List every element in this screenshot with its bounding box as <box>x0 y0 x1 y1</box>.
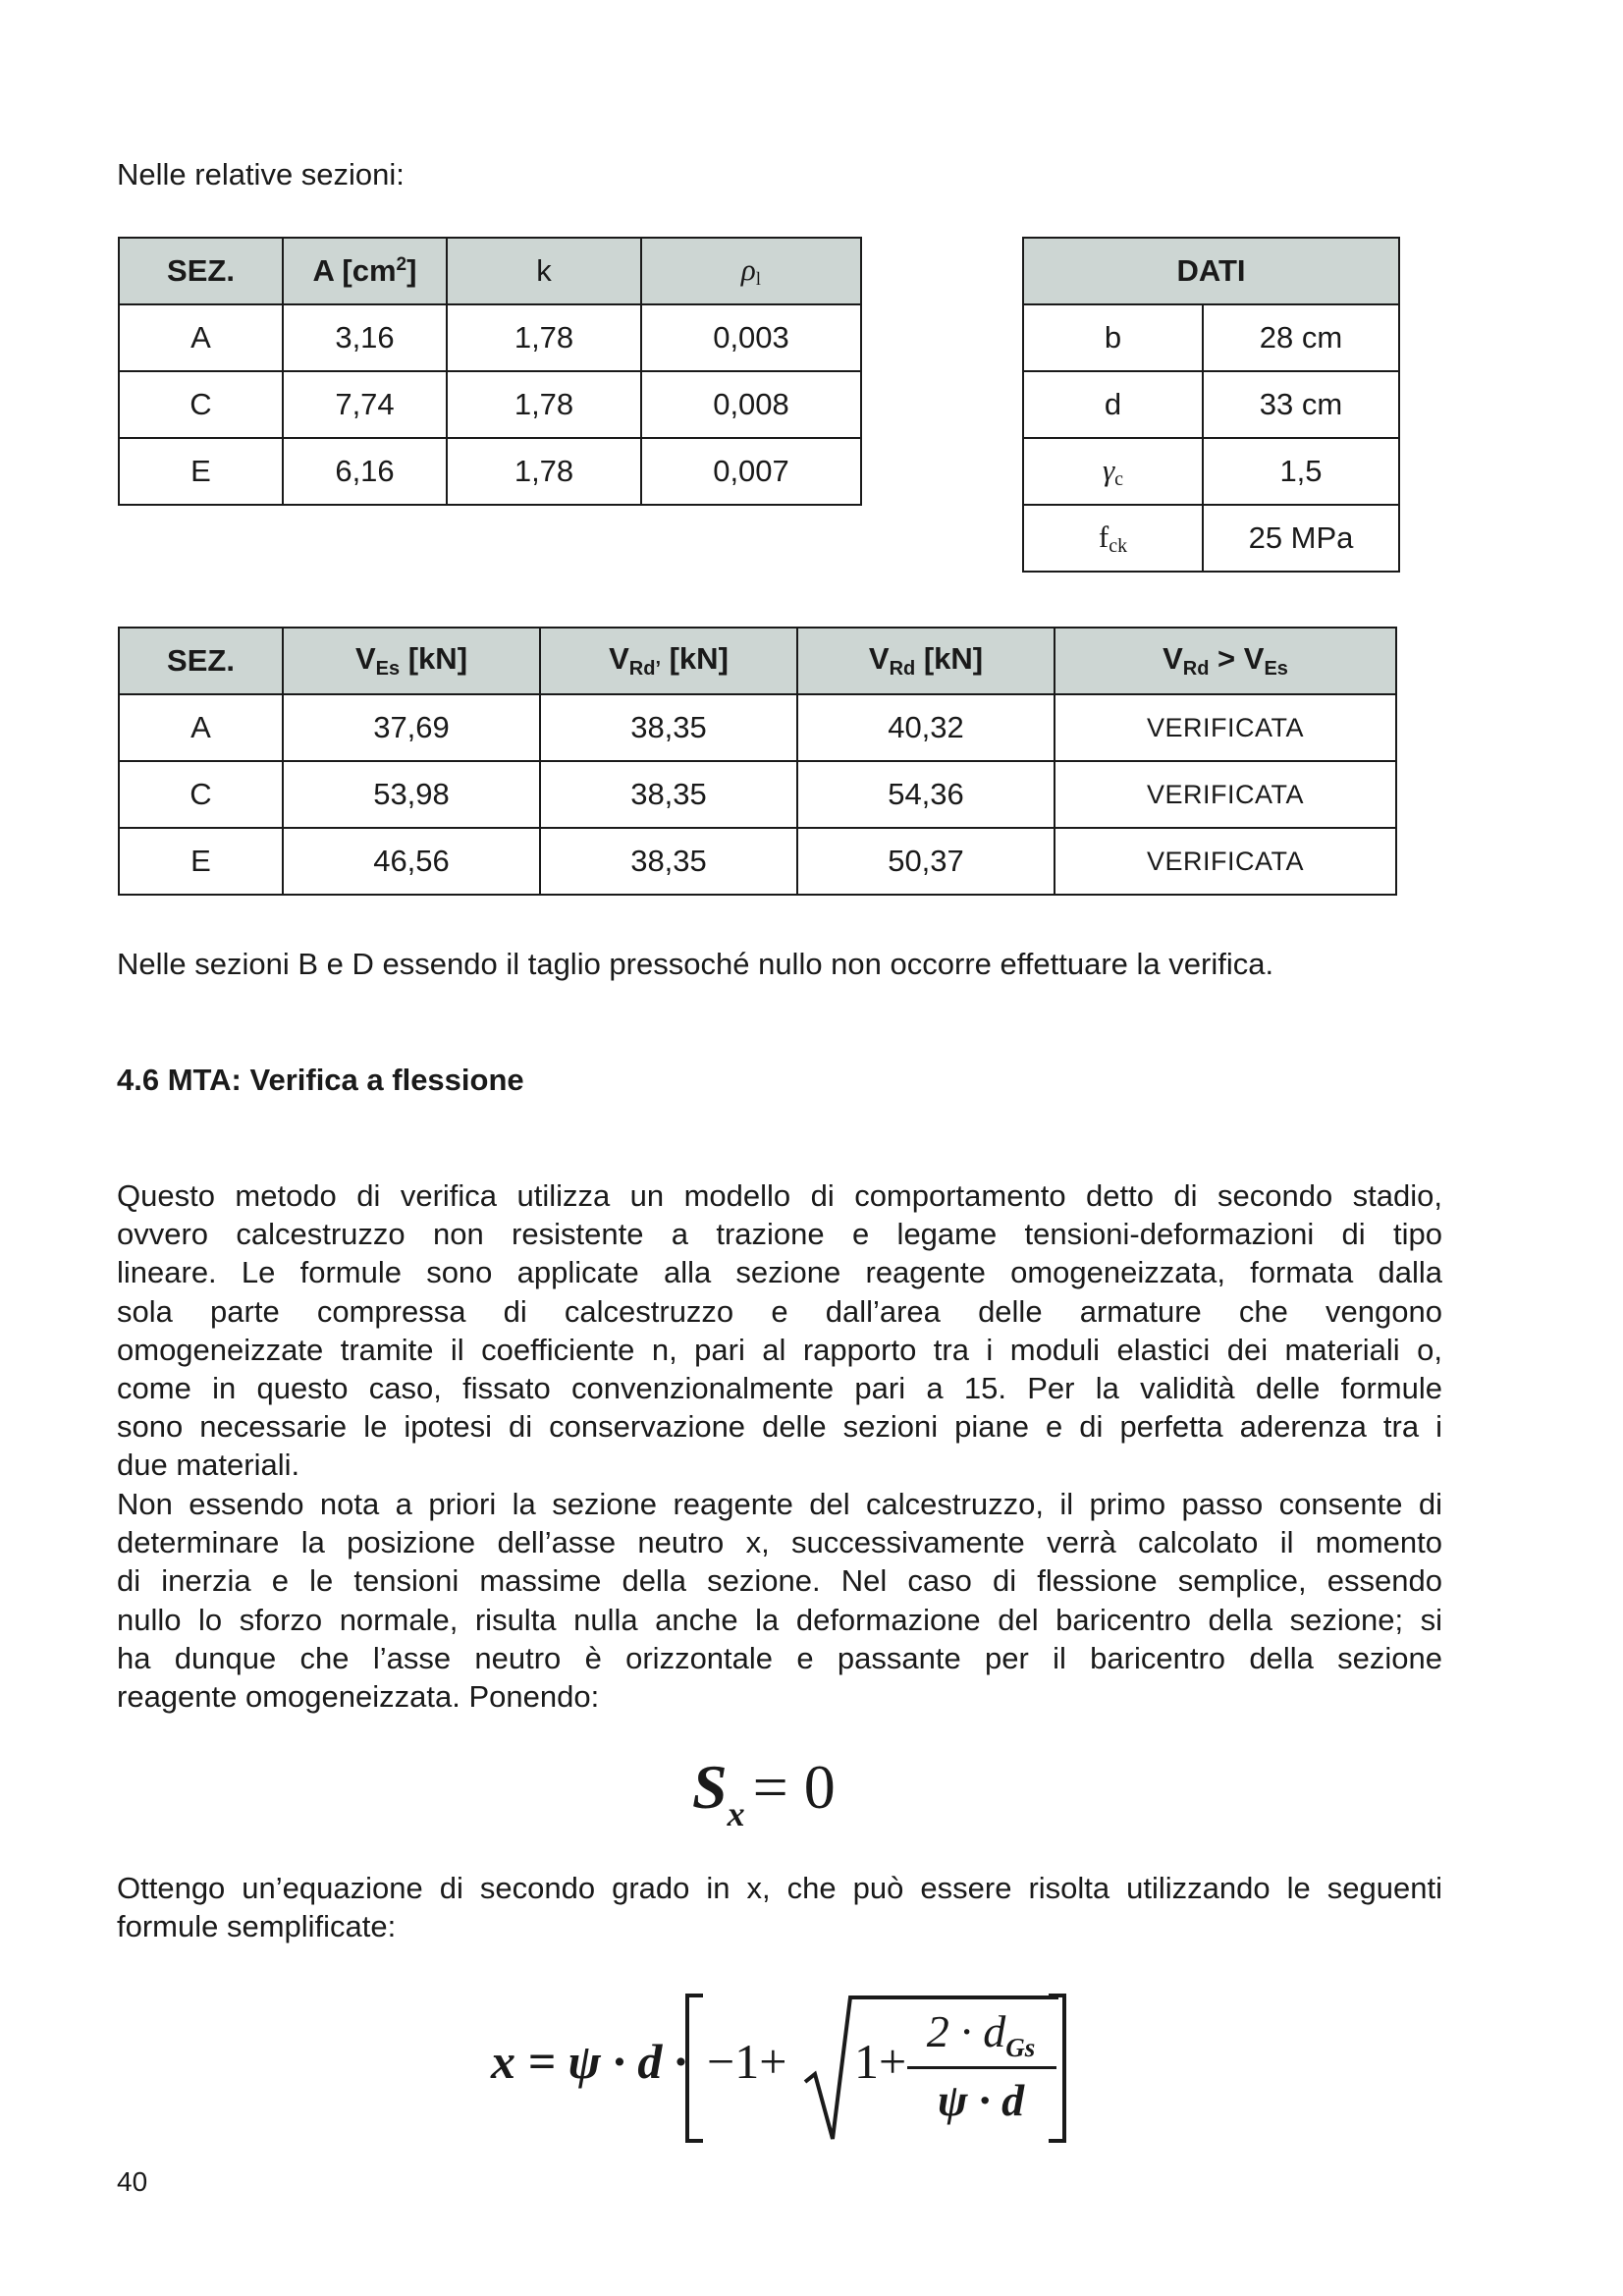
cell-sez: C <box>119 371 283 438</box>
page-number: 40 <box>117 2166 148 2197</box>
paragraph-line: ha dunque che l’asse neutro è orizzontale e passante per il baricentro della sezione <box>117 1640 1442 1675</box>
paragraph-line: come in questo caso, fissato convenzionalmente pari a 15. Per la validità delle formule <box>117 1371 1442 1406</box>
dati-label: b <box>1023 304 1203 371</box>
dati-value: 25 MPa <box>1203 505 1399 572</box>
cell-area: 7,74 <box>283 371 447 438</box>
col-header-area: A $[cm^2]$ <box>283 238 447 304</box>
dati-label: d <box>1023 371 1203 438</box>
paragraph-line: formule semplificate: <box>117 1909 397 1944</box>
dati-value: 28 cm <box>1203 304 1399 371</box>
paragraph-line: omogeneizzate tramite il coefficiente n, pari al rapporto tra i moduli elastici dei materiali o, <box>117 1332 1442 1367</box>
table-row <box>1023 371 1399 438</box>
table-row <box>1023 304 1399 371</box>
paragraph-method <box>117 1176 1442 1485</box>
left-bracket-icon <box>683 1994 705 2143</box>
cell-k: 1,78 <box>447 371 641 438</box>
col-header-sez: SEZ. <box>119 628 283 694</box>
table-header-row <box>119 628 1396 694</box>
paragraph-line: Non essendo nota a priori la sezione reagente del calcestruzzo, il primo passo consente di <box>117 1487 1442 1521</box>
cell-vrd: 40,32 <box>797 694 1055 761</box>
paragraph-line: Ottengo un’equazione di secondo grado in x, che può essere risolta utilizzando le seguenti <box>117 1871 1442 1905</box>
cell-vrd-prime: 38,35 <box>540 694 797 761</box>
cell-vrd: 50,37 <box>797 828 1055 895</box>
dati-value: 33 cm <box>1203 371 1399 438</box>
fraction-numerator: $2 \cdot d_{Gs}$ <box>926 2006 1036 2062</box>
cell-ves: 53,98 <box>283 761 540 828</box>
col-header-rho: ρl <box>641 238 861 304</box>
cell-k: 1,78 <box>447 304 641 371</box>
paragraph-neutral-axis <box>117 1485 1442 1716</box>
col-header-vrd-prime: VRd’ [kN] <box>540 628 797 694</box>
fraction-denominator: ψ · d <box>937 2075 1025 2125</box>
table-row <box>119 828 1396 895</box>
cell-k: 1,78 <box>447 438 641 505</box>
table-row <box>119 371 861 438</box>
dati-value: 1,5 <box>1203 438 1399 505</box>
col-header-comparison: VRd > VEs <box>1055 628 1396 694</box>
cell-sez: C <box>119 761 283 828</box>
paragraph-line: due materiali. <box>117 1448 300 1483</box>
cell-sez: A <box>119 694 283 761</box>
cell-area: 6,16 <box>283 438 447 505</box>
formula-root-one: 1+ <box>854 2034 907 2089</box>
cell-sez: A <box>119 304 283 371</box>
table-row <box>119 304 861 371</box>
table-row <box>119 438 861 505</box>
section-heading: 4.6 MTA: Verifica a flessione <box>117 1063 524 1097</box>
formula-inner: −1+ <box>707 2034 787 2089</box>
table-row <box>119 761 1396 828</box>
table-row <box>1023 438 1399 505</box>
verifica-table <box>118 627 1397 896</box>
cell-ves: 37,69 <box>283 694 540 761</box>
sections-table <box>118 237 862 506</box>
paragraph-line: reagente omogeneizzata. Ponendo: <box>117 1679 600 1715</box>
cell-area: 3,16 <box>283 304 447 371</box>
cell-ves: 46,56 <box>283 828 540 895</box>
paragraph-equation <box>117 1869 1442 1945</box>
paragraph-line: sola parte compressa di calcestruzzo e dall’area delle armature che vengono <box>117 1293 1442 1329</box>
dati-header: DATI <box>1023 238 1399 304</box>
col-header-vrd: VRd [kN] <box>797 628 1055 694</box>
intro-text: Nelle relative sezioni: <box>117 157 405 191</box>
cell-rho: 0,007 <box>641 438 861 505</box>
paragraph-line: nullo lo sforzo normale, risulta nulla anche la deformazione del baricentro della sezione; si <box>117 1602 1442 1637</box>
formula-neutral-axis <box>491 1990 1070 2147</box>
formula-lhs: x = ψ · d · <box>491 2034 687 2089</box>
right-bracket-icon <box>1047 1994 1068 2143</box>
paragraph-line: di inerzia e le tensioni massime della sezione. Nel caso di flessione semplice, essendo <box>117 1563 1442 1599</box>
table-header-row <box>1023 238 1399 304</box>
dati-label: γc <box>1023 438 1203 505</box>
note-sections-bd: Nelle sezioni B e D essendo il taglio pressoché nullo non occorre effettuare la verifica. <box>117 947 1274 981</box>
cell-sez: E <box>119 438 283 505</box>
table-header-row <box>119 238 861 304</box>
fraction-bar <box>907 2066 1056 2069</box>
cell-esito: VERIFICATA <box>1055 828 1396 895</box>
dati-label: fck <box>1023 505 1203 572</box>
table-row <box>1023 505 1399 572</box>
col-header-ves: VEs [kN] <box>283 628 540 694</box>
cell-vrd: 54,36 <box>797 761 1055 828</box>
cell-esito: VERIFICATA <box>1055 761 1396 828</box>
cell-rho: 0,003 <box>641 304 861 371</box>
cell-rho: 0,008 <box>641 371 861 438</box>
paragraph-line: lineare. Le formule sono applicate alla sezione reagente omogeneizzata, formata dalla <box>117 1255 1442 1290</box>
paragraph-line: Questo metodo di verifica utilizza un modello di comportamento detto di secondo stadio, <box>117 1178 1442 1213</box>
cell-esito: VERIFICATA <box>1055 694 1396 761</box>
col-header-k: k <box>447 238 641 304</box>
table-row <box>119 694 1396 761</box>
paragraph-line: determinare la posizione dell’asse neutro x, successivamente verrà calcolato il momento <box>117 1525 1442 1560</box>
cell-vrd-prime: 38,35 <box>540 761 797 828</box>
col-header-sez: SEZ. <box>119 238 283 304</box>
cell-vrd-prime: 38,35 <box>540 828 797 895</box>
paragraph-line: sono necessarie le ipotesi di conservazione delle sezioni piane e di perfetta aderenza tra i <box>117 1409 1442 1445</box>
formula-static-moment: $S_x = 0$ <box>692 1752 836 1833</box>
cell-sez: E <box>119 828 283 895</box>
paragraph-line: ovvero calcestruzzo non resistente a trazione e legame tensioni-deformazioni di tipo <box>117 1217 1442 1252</box>
dati-table <box>1022 237 1400 573</box>
